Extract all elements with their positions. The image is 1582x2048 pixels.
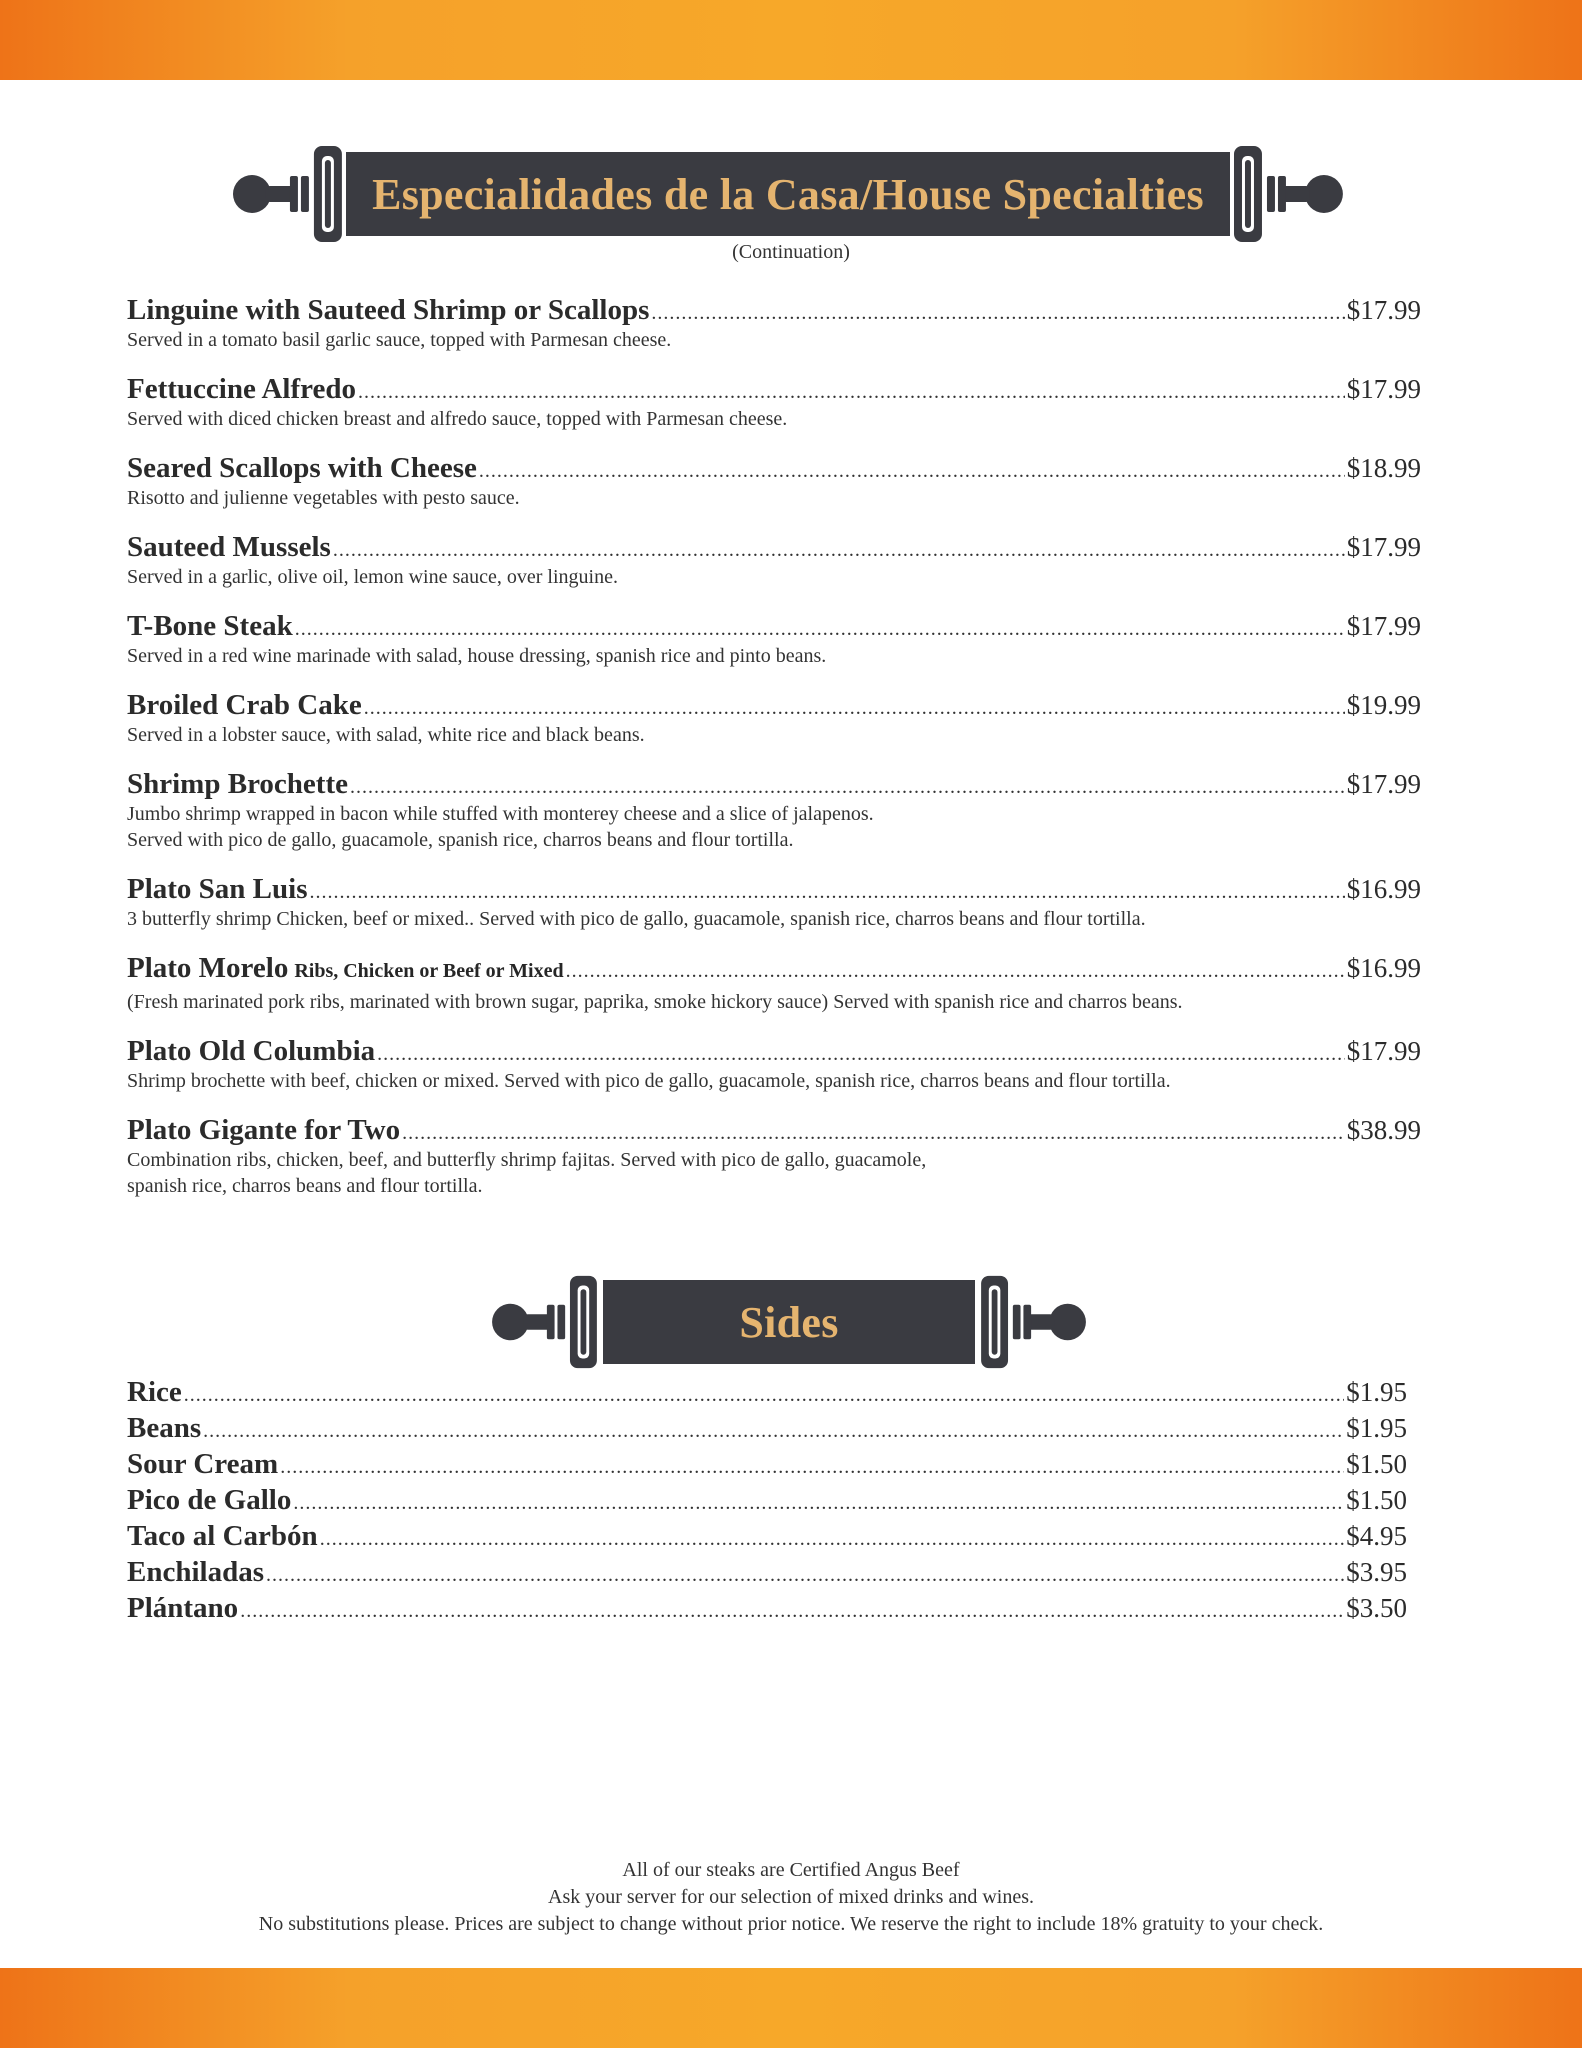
side-name: Enchiladas xyxy=(127,1556,264,1588)
item-price: $17.99 xyxy=(1346,374,1421,404)
side-name: Sour Cream xyxy=(127,1448,279,1480)
side-name: Beans xyxy=(127,1412,202,1444)
dot-leader xyxy=(358,381,1345,404)
menu-item xyxy=(127,610,1421,669)
item-description: Combination ribs, chicken, beef, and butterfly shrimp fajitas. Served with pico de gallo, guacamole, xyxy=(127,1149,927,1171)
rolling-pin-right-icon xyxy=(975,1272,1093,1372)
dot-leader xyxy=(479,460,1345,483)
bottom-orange-band xyxy=(0,1968,1582,2048)
side-item xyxy=(127,1520,1407,1556)
item-description: Risotto and julienne vegetables with pesto sauce. xyxy=(127,487,520,509)
dot-leader xyxy=(266,1564,1344,1587)
item-description: Served in a lobster sauce, with salad, white rice and black beans. xyxy=(127,724,645,746)
item-description: Jumbo shrimp wrapped in bacon while stuffed with monterey cheese and a slice of jalapenos. xyxy=(127,803,874,825)
menu-item xyxy=(127,452,1421,511)
side-price: $3.50 xyxy=(1346,1593,1407,1623)
dot-leader xyxy=(333,539,1345,562)
menu-item xyxy=(127,1114,1421,1199)
item-name: Seared Scallops with Cheese xyxy=(127,452,477,484)
side-name: Rice xyxy=(127,1376,182,1408)
side-item xyxy=(127,1556,1407,1592)
item-description: Served in a red wine marinade with salad, house dressing, spanish rice and pinto beans. xyxy=(127,645,827,667)
dot-leader xyxy=(566,960,1345,983)
item-note: Ribs, Chicken or Beef or Mixed xyxy=(294,960,564,982)
menu-item xyxy=(127,768,1421,853)
dot-leader xyxy=(293,1492,1344,1515)
side-price: $1.50 xyxy=(1346,1449,1407,1479)
item-price: $16.99 xyxy=(1346,874,1421,904)
sides-title: Sides xyxy=(603,1280,975,1364)
item-name: Linguine with Sauteed Shrimp or Scallops xyxy=(127,294,650,326)
side-name: Pico de Gallo xyxy=(127,1484,292,1516)
sides-list xyxy=(127,1376,1407,1628)
footer-line: No substitutions please. Prices are subject to change without prior notice. We reserve the right to include 18% gratuity to your check. xyxy=(258,1913,1324,1935)
dot-leader xyxy=(240,1600,1344,1623)
menu-item xyxy=(127,689,1421,748)
menu-item xyxy=(127,873,1421,932)
item-name: Shrimp Brochette xyxy=(127,768,348,800)
continuation-subtitle: (Continuation) xyxy=(732,241,850,263)
side-price: $1.50 xyxy=(1346,1485,1407,1515)
menu-item xyxy=(127,952,1421,1015)
menu-item xyxy=(127,531,1421,590)
top-orange-band xyxy=(0,0,1582,80)
item-price: $17.99 xyxy=(1346,1036,1421,1066)
item-description: Served with pico de gallo, guacamole, spanish rice, charros beans and flour tortilla. xyxy=(127,829,794,851)
dot-leader xyxy=(364,697,1345,720)
footer-line: All of our steaks are Certified Angus Beef xyxy=(622,1859,960,1881)
side-item xyxy=(127,1592,1407,1628)
item-name: Plato Gigante for Two xyxy=(127,1114,401,1146)
menu-item xyxy=(127,1035,1421,1094)
item-price: $17.99 xyxy=(1346,769,1421,799)
sides-banner xyxy=(484,1272,1094,1372)
side-price: $1.95 xyxy=(1346,1413,1407,1443)
item-price: $38.99 xyxy=(1346,1115,1421,1145)
dot-leader xyxy=(203,1420,1344,1443)
footer-line: Ask your server for our selection of mixed drinks and wines. xyxy=(548,1886,1034,1908)
dot-leader xyxy=(280,1456,1344,1479)
dot-leader xyxy=(350,776,1345,799)
menu-item xyxy=(127,294,1421,353)
rolling-pin-left-icon xyxy=(485,1272,603,1372)
dot-leader xyxy=(377,1043,1345,1066)
item-description: Served in a tomato basil garlic sauce, topped with Parmesan cheese. xyxy=(127,329,672,351)
item-description: Served with diced chicken breast and alfredo sauce, topped with Parmesan cheese. xyxy=(127,408,788,430)
item-price: $19.99 xyxy=(1346,690,1421,720)
side-name: Taco al Carbón xyxy=(127,1520,318,1552)
item-description: 3 butterfly shrimp Chicken, beef or mixed.. Served with pico de gallo, guacamole, spanish rice, charros beans and flour tortilla. xyxy=(127,908,1146,930)
dot-leader xyxy=(184,1384,1345,1407)
footer-notes xyxy=(0,1857,1582,1938)
rolling-pin-right-icon xyxy=(1230,142,1348,246)
item-name: Plato San Luis xyxy=(127,873,308,905)
dot-leader xyxy=(402,1122,1345,1145)
item-price: $17.99 xyxy=(1346,532,1421,562)
side-item xyxy=(127,1448,1407,1484)
side-price: $3.95 xyxy=(1346,1557,1407,1587)
side-name: Plántano xyxy=(127,1592,239,1624)
item-description: Served in a garlic, olive oil, lemon wine sauce, over linguine. xyxy=(127,566,618,588)
rolling-pin-left-icon xyxy=(228,142,346,246)
item-name: Plato Morelo xyxy=(127,952,289,984)
specialties-list xyxy=(127,294,1421,1219)
item-name: Sauteed Mussels xyxy=(127,531,331,563)
side-item xyxy=(127,1484,1407,1520)
side-item xyxy=(127,1376,1407,1412)
specialties-banner xyxy=(228,142,1348,246)
item-description: spanish rice, charros beans and flour tortilla. xyxy=(127,1175,483,1197)
item-price: $16.99 xyxy=(1346,953,1421,983)
dot-leader xyxy=(295,618,1345,641)
specialties-title: Especialidades de la Casa/House Specialties xyxy=(346,152,1230,236)
item-description: (Fresh marinated pork ribs, marinated with brown sugar, paprika, smoke hickory sauce) Served with spanish rice and charros beans. xyxy=(127,991,1183,1013)
item-name: Plato Old Columbia xyxy=(127,1035,376,1067)
item-price: $18.99 xyxy=(1346,453,1421,483)
item-price: $17.99 xyxy=(1346,611,1421,641)
dot-leader xyxy=(310,881,1345,904)
item-name: Fettuccine Alfredo xyxy=(127,373,356,405)
dot-leader xyxy=(651,302,1344,325)
item-price: $17.99 xyxy=(1346,295,1421,325)
side-price: $1.95 xyxy=(1346,1377,1407,1407)
menu-item xyxy=(127,373,1421,432)
dot-leader xyxy=(320,1528,1345,1551)
item-name: Broiled Crab Cake xyxy=(127,689,362,721)
side-price: $4.95 xyxy=(1346,1521,1407,1551)
item-name: T-Bone Steak xyxy=(127,610,293,642)
item-description: Shrimp brochette with beef, chicken or mixed. Served with pico de gallo, guacamole, spanish rice, charros beans and flour tortilla. xyxy=(127,1070,1171,1092)
side-item xyxy=(127,1412,1407,1448)
